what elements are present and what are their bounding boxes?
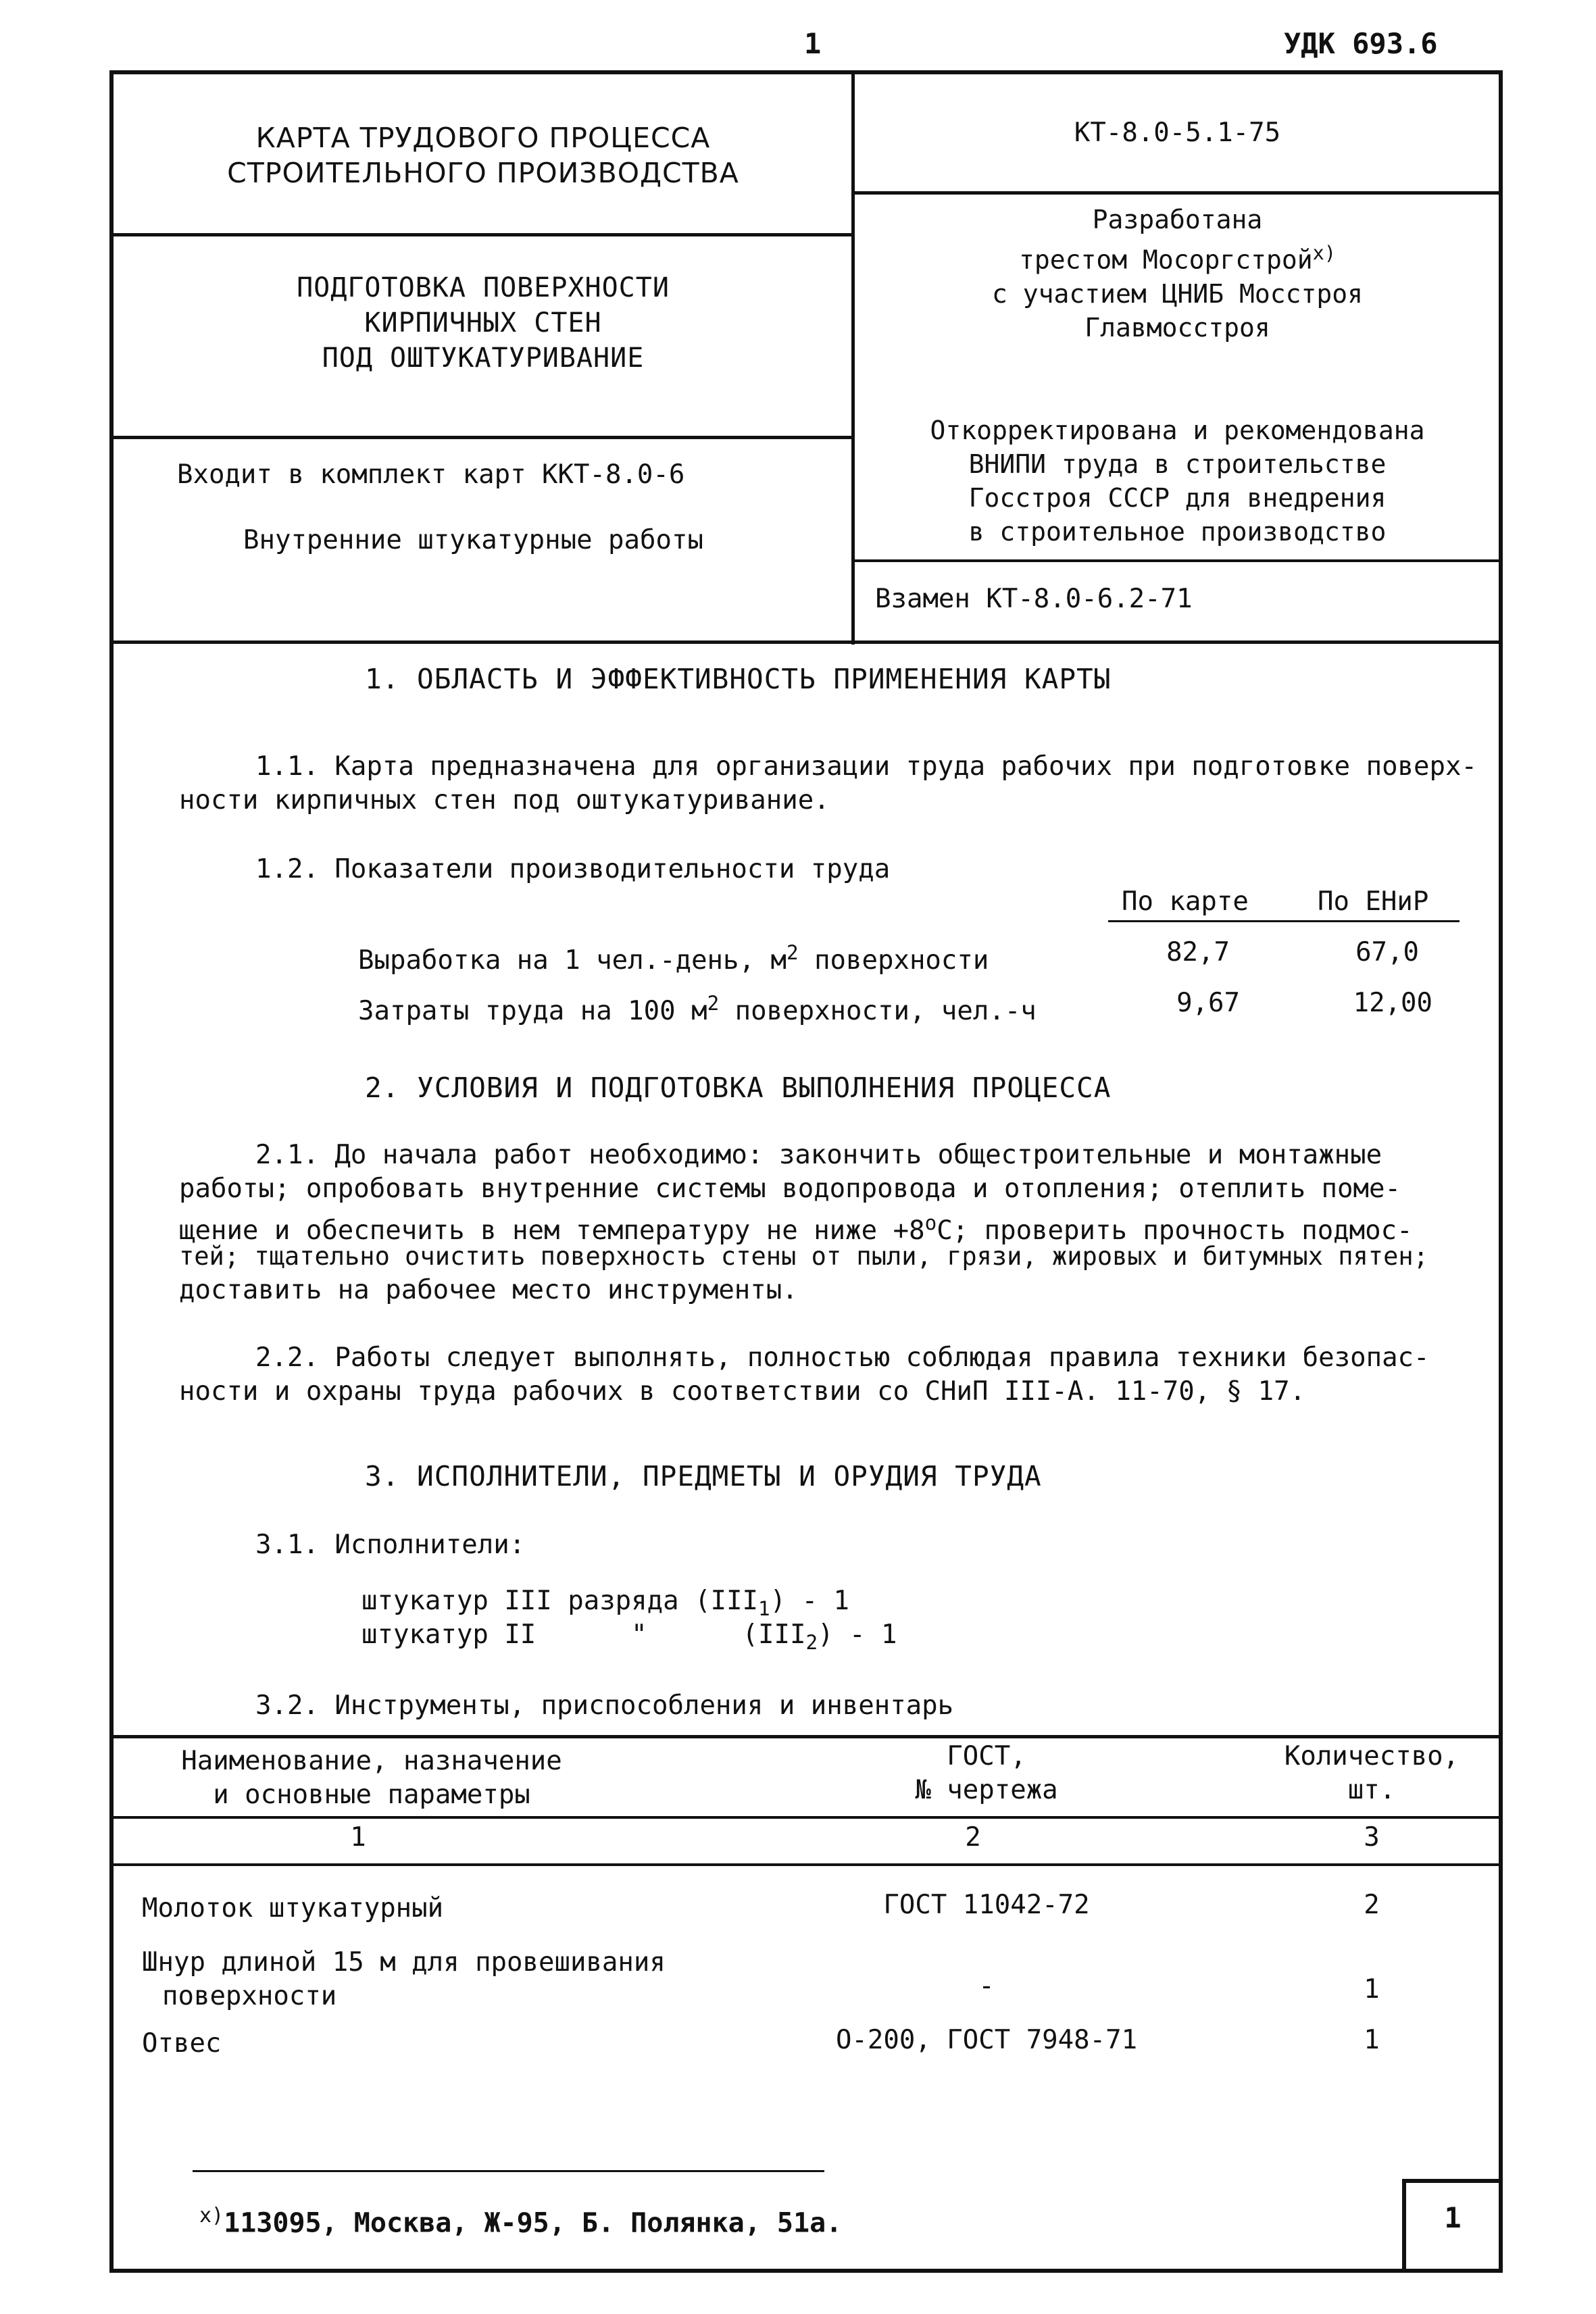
- table-row-qty: 2: [1364, 1890, 1380, 1920]
- table-header-name-line1: Наименование, назначение: [181, 1746, 562, 1776]
- page-number-top: 1: [804, 27, 822, 60]
- s2-p2-line1: 2.2. Работы следует выполнять, полностью соблюдая правила техники безопас-: [255, 1342, 1430, 1373]
- developed-line2: [855, 236, 1500, 277]
- row2-label-tail: поверхности, чел.-ч: [719, 996, 1037, 1026]
- frame-top: [109, 70, 1503, 74]
- card-title: [115, 120, 851, 191]
- s1-p1-line2: ности кирпичных стен под оштукатуривание.: [179, 785, 830, 815]
- table-header-name-line2: и основные параметры: [213, 1780, 530, 1810]
- table-row-gost: ГОСТ 11042-72: [883, 1890, 1090, 1920]
- table-colnum-1: 1: [350, 1822, 366, 1853]
- indicator-row-output: [358, 936, 989, 978]
- indicator-row-labor: [358, 986, 1037, 1028]
- set-line: Входит в комплект карт ККТ-8.0-6: [177, 459, 685, 490]
- worker-2: [361, 1618, 897, 1659]
- set-name: Внутренние штукатурные работы: [243, 525, 703, 555]
- s2-p1-line1: 2.1. До начала работ необходимо: закончить общестроительные и монтажные: [255, 1140, 1382, 1170]
- table-header-qty: [1257, 1740, 1487, 1807]
- table-header-name: [115, 1744, 628, 1812]
- s3-p2: 3.2. Инструменты, приспособления и инвентарь: [255, 1690, 954, 1721]
- developed-line3: с участием ЦНИБ Мосстроя: [991, 278, 1364, 309]
- footnote: [199, 2199, 842, 2240]
- col-header-underline: [1108, 920, 1460, 922]
- footnote-mark: x): [199, 2204, 224, 2228]
- table-colnum-2: 2: [965, 1822, 981, 1853]
- s2-p1-line4: тей; тщательно очистить поверхность стены от пыли, грязи, жировых и битумных пятен;: [179, 1242, 1428, 1271]
- corrected-block: [855, 413, 1500, 549]
- table-row-qty: 1: [1364, 2025, 1380, 2055]
- row1-label-sup: 2: [786, 941, 799, 964]
- s1-p2: 1.2. Показатели производительности труда: [255, 854, 891, 884]
- s2-p1-line5: доставить на рабочее место инструменты.: [179, 1275, 798, 1305]
- table-row-name-cont: поверхности: [162, 1981, 337, 2011]
- table-row-gost: О-200, ГОСТ 7948-71: [835, 2025, 1138, 2055]
- card-title-line2: СТРОИТЕЛЬНОГО ПРОИЗВОДСТВА: [227, 157, 739, 189]
- card-code: КТ-8.0-5.1-75: [1074, 118, 1281, 148]
- developed-footnote-mark: x): [1312, 242, 1336, 264]
- row2-card-value: 9,67: [1176, 988, 1240, 1018]
- table-row-name: Отвес: [142, 2028, 222, 2059]
- worker-1-count: ) - 1: [770, 1586, 850, 1616]
- table-row-qty: 1: [1364, 1974, 1380, 2005]
- table-header-qty-line1: Количество,: [1284, 1741, 1460, 1771]
- s1-p1-line1: 1.1. Карта предназначена для организации труда рабочих при подготовке поверх-: [255, 751, 1477, 782]
- header-divider-vertical: [851, 70, 855, 645]
- table-header-line: [109, 1816, 1503, 1819]
- row2-label-sup: 2: [707, 992, 720, 1015]
- degree-sign: о: [924, 1211, 937, 1234]
- worker-2-label: штукатур II " (III: [361, 1619, 806, 1650]
- page-number-bottom: 1: [1444, 2201, 1462, 2234]
- corrected-line1: Откорректирована и рекомендована: [930, 416, 1425, 445]
- table-header-gost-line2: № чертежа: [915, 1775, 1058, 1805]
- table-header-gost: [838, 1740, 1135, 1807]
- table-header-gost-line1: ГОСТ,: [947, 1741, 1026, 1771]
- header-divider-bottom: [109, 640, 1503, 644]
- s2-p1-line3-start: щение и обеспечить в нем температуру не ниже +8: [179, 1215, 925, 1246]
- s3-p1: 3.1. Исполнители:: [255, 1530, 526, 1560]
- udk-code: УДК 693.6: [1284, 27, 1438, 60]
- row2-label: Затраты труда на 100 м: [358, 996, 707, 1026]
- developed-line4: Главмосстроя: [1084, 312, 1270, 343]
- developed-block: [855, 203, 1500, 345]
- corrected-line3: Госстроя СССР для внедрения: [968, 483, 1387, 513]
- s2-p1-line2: работы; опробовать внутренние системы водопровода и отопления; отеплить поме-: [179, 1174, 1401, 1204]
- card-subject-line1: ПОДГОТОВКА ПОВЕРХНОСТИ: [297, 272, 670, 303]
- worker-2-sub: 2: [805, 1630, 818, 1654]
- header-divider-right-2: [853, 559, 1500, 562]
- table-row-gost: -: [978, 1971, 995, 2001]
- developed-org: трестом Мосоргстрой: [1018, 245, 1313, 275]
- table-colnum-3: 3: [1364, 1822, 1380, 1853]
- developed-line1: Разработана: [1092, 205, 1263, 234]
- worker-2-count: ) - 1: [818, 1619, 897, 1650]
- footnote-rule: [193, 2170, 824, 2172]
- table-top-line: [109, 1735, 1503, 1738]
- card-subject: [115, 270, 851, 376]
- worker-1-sub: 1: [758, 1596, 770, 1620]
- worker-1-label: штукатур III разряда (III: [361, 1586, 758, 1616]
- s2-p1-line3-end: С; проверить прочность подмос-: [937, 1215, 1413, 1246]
- section3-heading: 3. ИСПОЛНИТЕЛИ, ПРЕДМЕТЫ И ОРУДИЯ ТРУДА: [365, 1460, 1042, 1492]
- row2-enir-value: 12,00: [1353, 988, 1432, 1018]
- corrected-line4: в строительное производство: [968, 517, 1387, 547]
- card-subject-line2: КИРПИЧНЫХ СТЕН: [364, 307, 602, 338]
- frame-left: [109, 70, 114, 2273]
- section2-heading: 2. УСЛОВИЯ И ПОДГОТОВКА ВЫПОЛНЕНИЯ ПРОЦЕССА: [365, 1072, 1112, 1104]
- s2-p2-line2: ности и охраны труда рабочих в соответствии со СНиП III-А. 11-70, § 17.: [179, 1376, 1306, 1407]
- table-header-qty-line2: шт.: [1347, 1775, 1396, 1805]
- frame-right: [1499, 70, 1503, 2273]
- row1-label: Выработка на 1 чел.-день, м: [358, 945, 787, 976]
- table-colnum-line: [109, 1863, 1503, 1866]
- frame-bottom: [109, 2269, 1503, 2273]
- table-row-name: Шнур длиной 15 м для провешивания: [142, 1947, 666, 1978]
- footnote-text: 113095, Москва, Ж-95, Б. Полянка, 51а.: [224, 2207, 843, 2239]
- card-title-line1: КАРТА ТРУДОВОГО ПРОЦЕССА: [255, 122, 711, 154]
- row1-label-tail: поверхности: [798, 945, 989, 976]
- header-divider-left-2: [109, 436, 853, 439]
- card-subject-line3: ПОД ОШТУКАТУРИВАНИЕ: [322, 343, 645, 374]
- header-divider-right-1: [853, 191, 1500, 195]
- col-header-enir: По ЕНиР: [1318, 886, 1429, 917]
- table-row-name: Молоток штукатурный: [142, 1893, 444, 1923]
- corrected-line2: ВНИПИ труда в строительстве: [968, 449, 1387, 479]
- row1-enir-value: 67,0: [1355, 937, 1419, 967]
- row1-card-value: 82,7: [1166, 937, 1230, 967]
- col-header-card: По карте: [1122, 886, 1249, 917]
- header-divider-left-1: [109, 233, 853, 236]
- section1-heading: 1. ОБЛАСТЬ И ЭФФЕКТИВНОСТЬ ПРИМЕНЕНИЯ КАРТЫ: [365, 663, 1112, 695]
- replaces-line: Взамен КТ-8.0-6.2-71: [875, 584, 1193, 614]
